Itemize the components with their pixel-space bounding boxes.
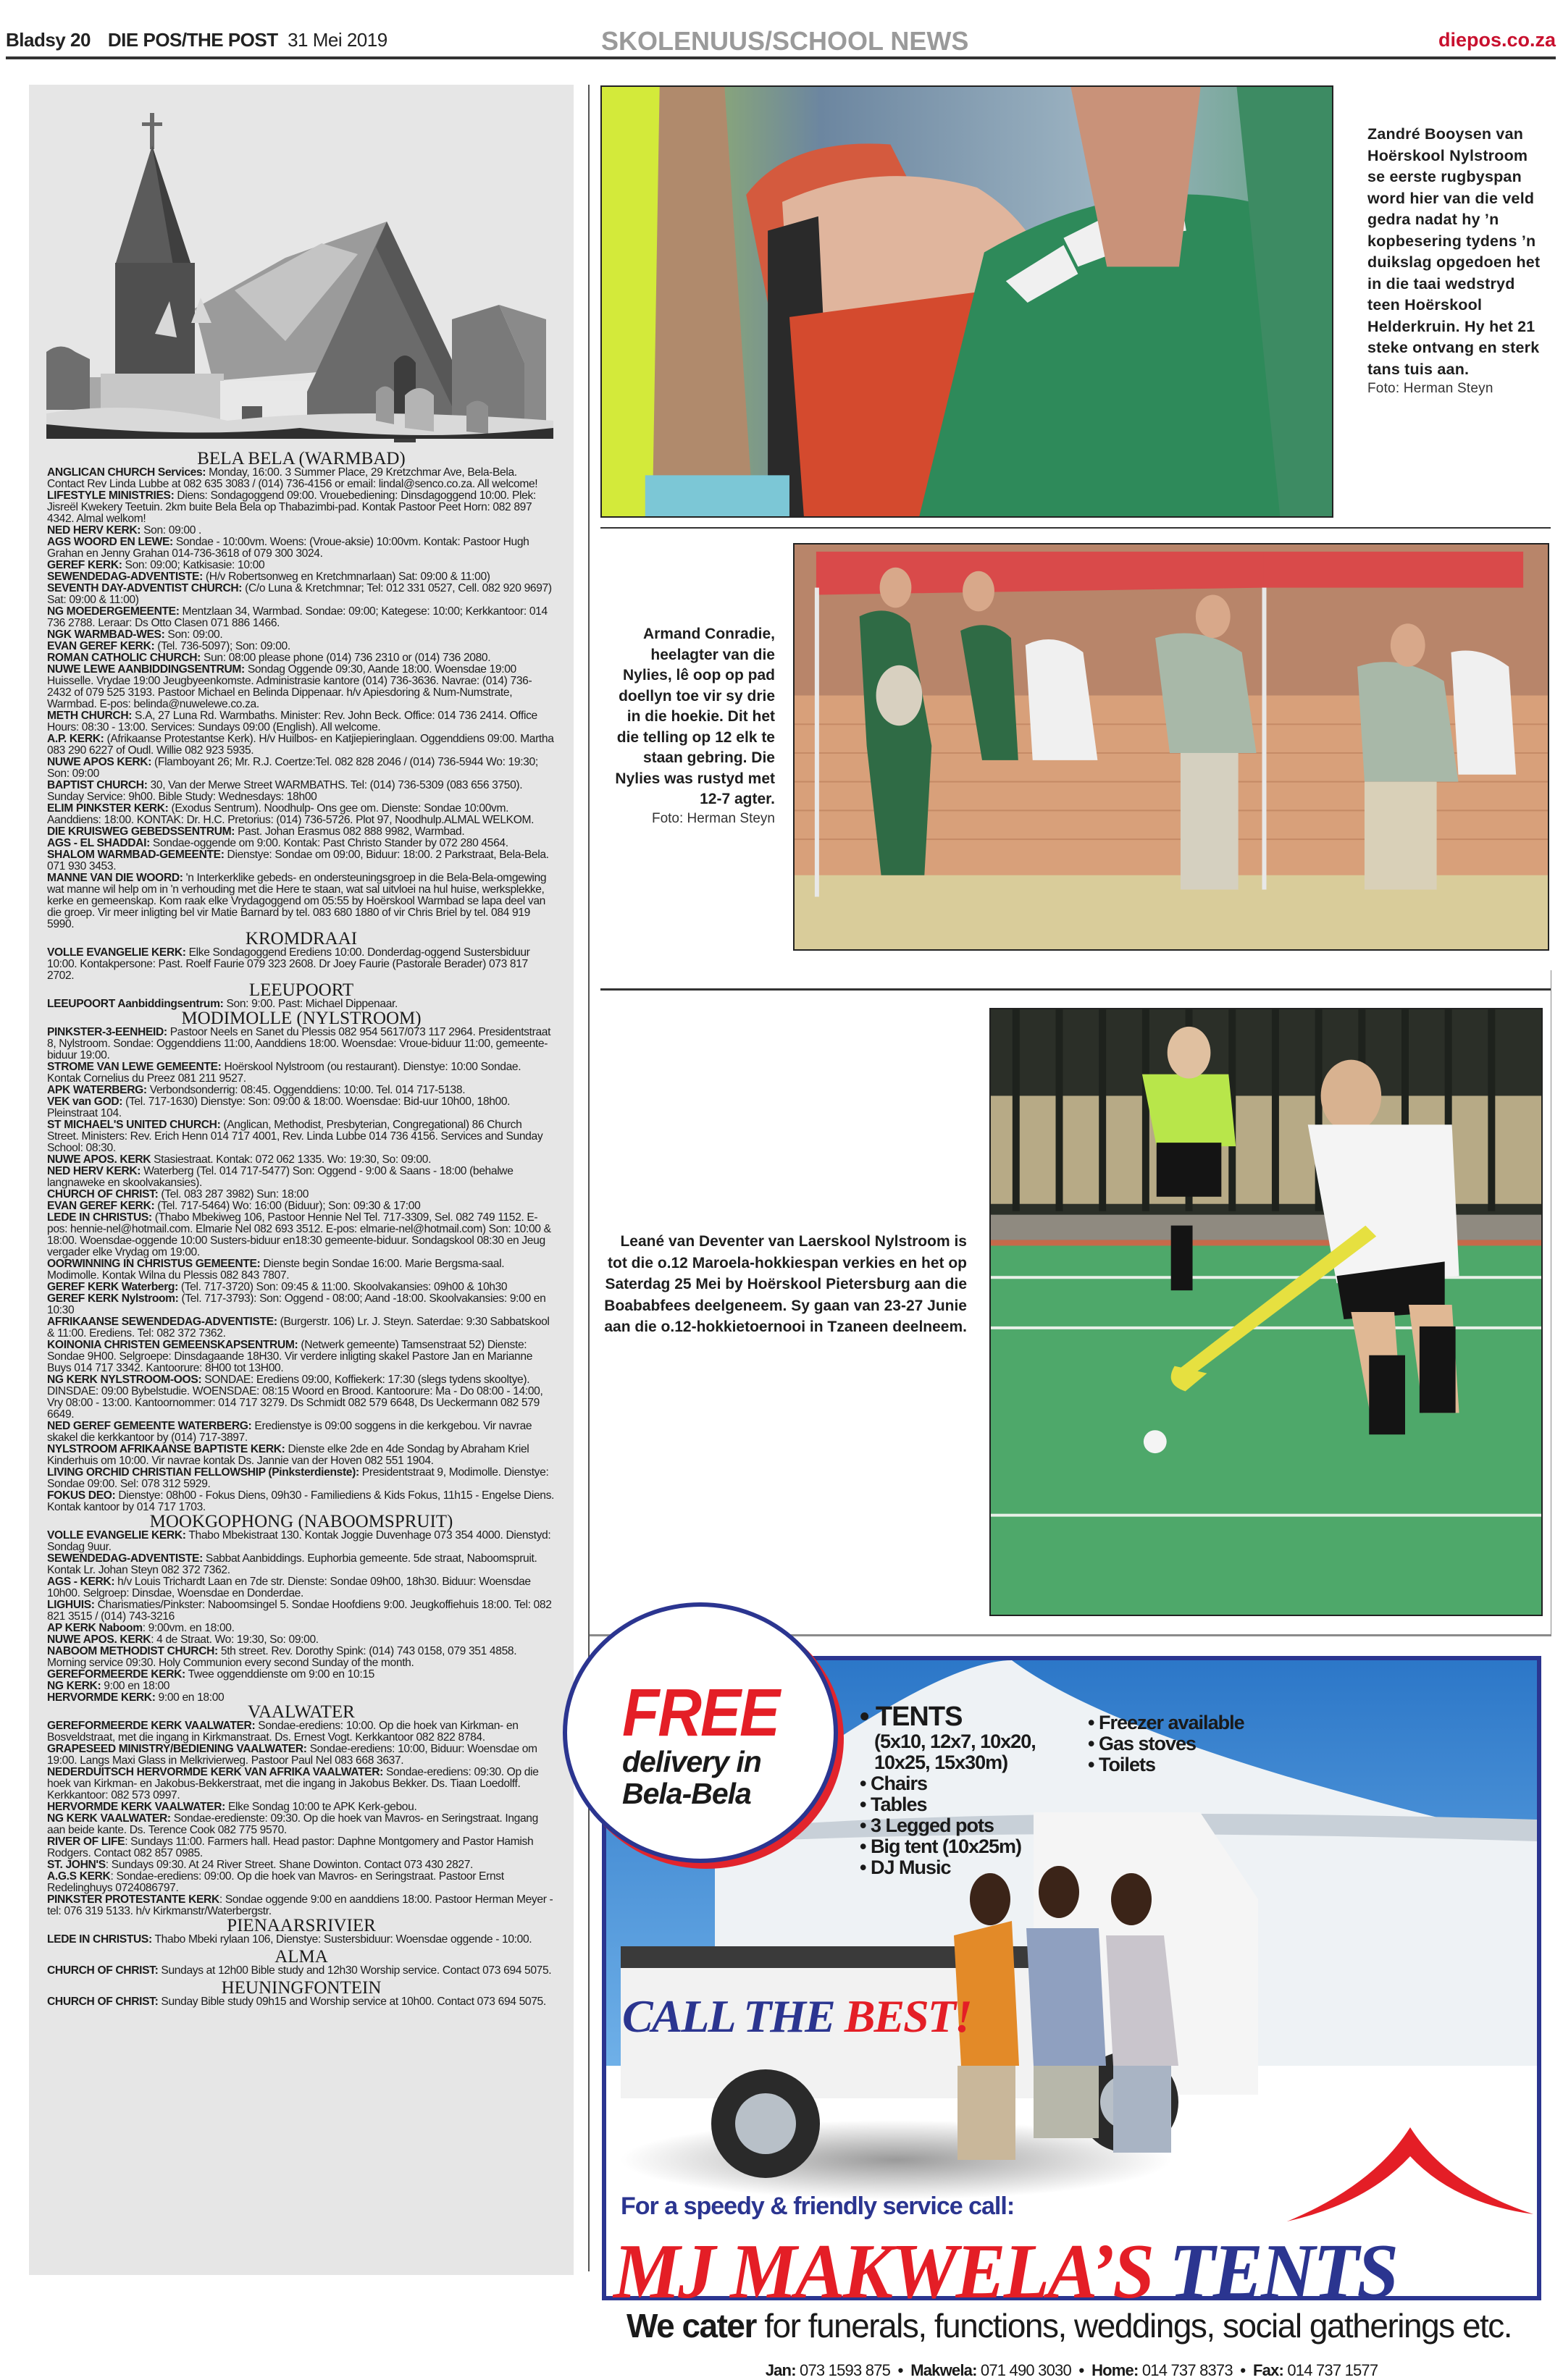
church-entry: LEEUPOORT Aanbiddingsentrum: Son: 9:00. Past: Michael Dippenaar. — [47, 998, 398, 1010]
church-entry: DIE KRUISWEG GEBEDSSENTRUM: Past. Johan Erasmus 082 888 9982, Warmbad. — [47, 825, 465, 838]
town-heading: PIENAARSRIVIER — [227, 1916, 376, 1935]
church-entry: MANNE VAN DIE WOORD: 'n Interkerklike gebeds- en ondersteuningsgroep in die Bela-Bela-omgewing wat manne wil help om in 'n verhouding met die Here te staan, wat sal uitvloei na hul huise, werksplekke, kerke en gemeenskap. Kom raak elke Vrydagoggend om 05:55 by Hoërskool Warmbad se lapa deel van die groep. Vir meer inligting bel vir Matie Barnard by tel. 083 680 1880 of vir Chris Briel by tel. 084 919 5990. — [47, 872, 547, 930]
church-entry: SEWENDEDAG-ADVENTISTE: Sabbat Aanbiddings. Euphorbia gemeente. 5de straat, Naboomspruit. Kontak Lr. Johan Steyn 082 372 7362. — [47, 1552, 537, 1576]
church-entry: NUWE APOS KERK: (Flamboyant 26; Mr. R.J. Coertze:Tel. 082 828 2046 / (014) 736-5944 Wo: 19:30; Son: 09:00 — [47, 756, 538, 780]
church-entry: ELIM PINKSTER KERK: (Exodus Sentrum). Noodhulp- Ons gee om. Dienste: Sondae 10:00vm. Aanddiens: 18:00. KONTAK: Dr. H.C. Pretorius: (014) 736-5726. Plot 97, Noodhulp.ALMAL WELKOM. — [47, 802, 535, 826]
town-heading: HEUNINGFONTEIN — [221, 1978, 382, 1998]
church-entry: GRAPESEED MINISTRY/BEDIENING VAALWATER: Sondae-erediens: 10:00, Biduur: Woensdae om 19:00. Langs Maxi Glass in Melkrivierweg. Pastoor Paul Nel 083 668 3637. — [47, 1743, 537, 1767]
contact-numbers: Jan: 073 1593 875 • Makwela: 071 490 3030 • Home: 014 737 8373 • Fax: 014 737 1577 — [765, 2361, 1378, 2379]
cater-line: We cater for funerals, functions, weddings, social gatherings etc. — [627, 2307, 1512, 2345]
publication-name: DIE POS/THE POST — [107, 29, 278, 51]
church-entry: HERVORMDE KERK: 9:00 en 18:00 — [47, 1691, 225, 1704]
town-heading: KROMDRAAI — [245, 929, 358, 949]
church-entry: GEREF KERK: Son: 09:00; Katkisasie: 10:00 — [47, 559, 265, 571]
church-entry: ROMAN CATHOLIC CHURCH: Sun: 08:00 please phone (014) 736 2310 or (014) 736 2080. — [47, 652, 491, 664]
rugby-injury-photo — [600, 85, 1333, 518]
service-call-line: For a speedy & friendly service call: — [621, 2192, 1015, 2220]
service-item: • Big tent (10x25m) — [860, 1836, 1022, 1857]
church-entry: NUWE APOS. KERK: 4 de Straat. Wo: 19:30, So: 09:00. — [47, 1633, 319, 1646]
church-entry: GEREF KERK Nylstroom: (Tel. 717-3793): Son: Oggend - 08:00; Aand -18:00. Skoolvakansies: 9:00 en 10:30 — [47, 1292, 546, 1316]
church-entry: NYLSTROOM AFRIKAANSE BAPTISTE KERK: Dienste elke 2de en 4de Sondag by Abraham Kriel Kinderhuis om 10:00. Vir navrae kontak Ds. Jannie van der Hoven 082 551 1904. — [47, 1443, 529, 1467]
hockey-caption: Leané van Deventer van Laerskool Nylstroom is tot die o.12 Maroela-hokkiespan verkies en het op Saterdag 25 Mei by Hoërskool Pietersburg aan die Boababfees deelgeneem. Sy gaan van 23-27 Junie aan die o.12-hokkietoernooi in Tzaneen deelneem. — [604, 1233, 967, 1335]
call-the-best-slogan: CALL THE BEST! — [622, 1990, 971, 2042]
story-rule — [600, 527, 1551, 529]
photo-credit: Foto: Herman Steyn — [651, 810, 775, 826]
church-illustration — [46, 102, 553, 439]
church-entry: A.G.S KERK: Sondae-erediens: 09:00. Op die hoek van Mavros- en Seringstraat. Pastoor Ernst Redelinghuys 0724086797. — [47, 1870, 504, 1894]
town-heading: ALMA — [275, 1947, 328, 1967]
church-entry: AGS - KERK: h/v Louis Trichardt Laan en 7de str. Dienste: Sondae 09h00, 18h30. Biduur: Woensdae 10h00. Selgroep: Dinsdae, Woensdae en Donderdae. — [47, 1576, 531, 1599]
church-entry: RIVER OF LIFE: Sundays 11:00. Farmers hall. Head pastor: Daphne Montgomery and Pastor Hamish Rodgers. Contact 082 857 0985. — [47, 1836, 534, 1859]
church-entry: CHURCH OF CHRIST: (Tel. 083 287 3982) Sun: 18:00 — [47, 1188, 309, 1200]
church-entry: AGS WOORD EN LEWE: Sondae - 10:00vm. Woens: (Vroue-aksie) 10:00vm. Kontak: Pastoor Hugh Grahan en Jenny Grahan 014-736-3618 of 079 300 3024. — [47, 536, 529, 560]
church-listings — [47, 450, 556, 2008]
church-entry: NG KERK VAALWATER: Sondae-eredienste: 09:30. Op die hoek van Mavros- en Seringstraat. Ingang aan beide kante. Ds. Terence Cook 082 775 9570. — [47, 1812, 538, 1836]
church-entry: NGK WARMBAD-WES: Son: 09:00. — [47, 628, 223, 641]
church-entry: VOLLE EVANGELIE KERK: Thabo Mbekistraat 130. Kontak Joggie Duvenhage 073 354 4000. Dienstyd: Sondag 9uur. — [47, 1529, 551, 1553]
photo-credit: Foto: Herman Steyn — [1367, 381, 1493, 396]
church-entry: GEREFORMEERDE KERK: Twee oggenddienste om 9:00 en 10:15 — [47, 1668, 374, 1681]
church-entry: VEK van GOD: (Tel. 717-1630) Dienstye: Son: 09:00 & 18:00. Woensdae: Bid-uur 10h00, 18h00. Pleinstraat 104. — [47, 1096, 511, 1119]
church-entry: AGS - EL SHADDAI: Sondae-oggende om 9:00. Kontak: Past Christo Stander by 072 280 4564. — [47, 837, 508, 849]
church-entry: ANGLICAN CHURCH Services: Monday, 16:00. 3 Summer Place, 29 Kretzchmar Ave, Bela-Bela. Contact Rev Linda Lubbe at 082 635 3083 / (014) 736-4156 or email: lindal@senco.co.za. All welcome! — [47, 466, 538, 490]
rugby-try-caption: Armand Conradie, heelagter van die Nylies, lê oop op pad doellyn toe vir sy drie in die hoekie. Dit het die telling op 12 elk te staan gebring. Die Nylies was rustyd met 12-7 agter. Foto: Herman Steyn — [601, 624, 775, 828]
extras-list — [1088, 1712, 1244, 1775]
delivery-label: delivery in Bela-Bela — [622, 1745, 761, 1810]
rugby-try-photo — [793, 543, 1549, 951]
church-entry: EVAN GEREF KERK: (Tel. 717-5464) Wo: 16:00 (Biduur); Son: 09:30 & 17:00 — [47, 1200, 421, 1212]
listing-group — [47, 467, 556, 930]
church-entry: HERVORMDE KERK VAALWATER: Elke Sondag 10:00 te APK Kerk-gebou. — [47, 1801, 417, 1813]
church-entry: STROME VAN LEWE GEMEENTE: Hoërskool Nylstroom (ou restaurant). Dienstye: 10:00 Sondae. Kontak Cornelius du Preez 081 211 9527. — [47, 1061, 521, 1085]
tent-hire-advert — [602, 1656, 1541, 2379]
service-item: • Gas stoves — [1088, 1733, 1197, 1754]
rugby-injury-caption: Zandré Booysen van Hoërskool Nylstroom se eerste rugbyspan word hier van die veld gedra nadat hy ’n kopbesering tydens ’n duikslag opgedoen het in die taai wedstryd teen Hoërskool Helderkruin. Hy het 21 steke ontvang en sterk tans tuis aan. Foto: Herman Steyn — [1367, 124, 1549, 398]
church-entry: NG KERK: 9:00 en 18:00 — [47, 1680, 170, 1692]
church-directory — [29, 85, 574, 2275]
page-number: Bladsy 20 — [6, 29, 91, 51]
brand-name: MJ MAKWELA’S TENTS — [613, 2229, 1397, 2315]
church-entry: PINKSTER PROTESTANTE KERK: Sondae oggende 9:00 en aanddiens 18:00. Pastoor Herman Meyer - tel: 076 319 5133. h/v Kirkmanstr/Waterbergstr. — [47, 1893, 553, 1917]
town-heading: BELA BELA (WARMBAD) — [197, 449, 406, 468]
tent-roof-icon — [1287, 2127, 1533, 2221]
service-item: • Tables — [860, 1794, 927, 1815]
church-entry: LIVING ORCHID CHRISTIAN FELLOWSHIP (Pinksterdienste): Presidentstraat 9, Modimolle. Dienstye: Sondae 09:00. Sel: 078 312 5929. — [47, 1466, 549, 1490]
town-heading: MOOKGOPHONG (NABOOMSPRUIT) — [149, 1512, 453, 1531]
service-item: • TENTS — [860, 1702, 963, 1732]
phone-home: Home: 014 737 8373 — [1091, 2361, 1233, 2379]
church-entry: LEDE IN CHRISTUS: Thabo Mbeki rylaan 106, Dienstye: Sustersbiduur: Woensdae oggende - 10:00. — [47, 1933, 532, 1946]
service-item: • Chairs — [860, 1773, 927, 1794]
church-entry: NG KERK NYLSTROOM-OOS: SONDAE: Erediens 09:00, Koffiekerk: 17:30 (slegs tydens skooltye). DINSDAE: 09:00 Bybelstudie. WOENSDAE: 08:15 Woord en Brood. Kantoorure: Ma - Do 08:00 - 14:00, Vry 08:00 - 13:00. Kantoornommer: 014 717 3279. Ds Schmidt 082 579 6648, Ds Ueckermann 082 579 6649. — [47, 1374, 543, 1421]
church-entry: CHURCH OF CHRIST: Sunday Bible study 09h15 and Worship service at 10h00. Contact 073 694 5075. — [47, 1996, 546, 2008]
services-list — [860, 1702, 1036, 1878]
church-entry: NED HERV KERK: Waterberg (Tel. 014 717-5477) Son: Oggend - 9:00 & Saans - 18:00 (behalwe langnaweke en skoolvakansies). — [47, 1165, 514, 1189]
church-entry: GEREFORMEERDE KERK VAALWATER: Sondae-erediens: 10:00. Op die hoek van Kirkman- en Bosveldstraat, met die ingang in Kirkmanstraat. Ds. Ernest Vogt. Kerkkantoor 082 822 8784. — [47, 1720, 519, 1744]
church-entry: SHALOM WARMBAD-GEMEENTE: Dienstye: Sondae om 09:00, Biduur: 18:00. 2 Parkstraat, Bela-Bela. 071 930 3453. — [47, 849, 549, 872]
hockey-photo — [989, 1008, 1543, 1616]
service-item: • 3 Legged pots — [860, 1815, 994, 1836]
church-entry: SEVENTH DAY-ADVENTIST CHURCH: (C/o Luna & Kretchmnar; Tel: 012 331 0527, Cell. 082 920 9697) Sat: 09:00 & 11:00) — [47, 582, 552, 606]
masthead — [6, 28, 1556, 59]
church-entry: NED HERV KERK: Son: 09:00 . — [47, 524, 201, 537]
service-item: (5x10, 12x7, 10x20, — [874, 1731, 1036, 1752]
church-entry: CHURCH OF CHRIST: Sundays at 12h00 Bible study and 12h30 Worship service. Contact 073 694 5075. — [47, 1964, 552, 1977]
church-entry: KOINONIA CHRISTEN GEMEENSKAPSENTRUM: (Netwerk gemeente) Tamsenstraat 52) Dienste: Sondae 9H00. Selgroepe: Dinsdagaande 18H30. Vir verdere inligting skakel Pastore Jan en Marianne Buys 014 717 3342. Kantoorure: 8H00 tot 13H00. — [47, 1339, 533, 1374]
church-entry: LIGHUIS: Charismaties/Pinkster: Naboomsingel 5. Sondae Hoofdiens 9:00. Jeugkoffiehuis 18:00. Tel: 082 821 3515 / (014) 743-3216 — [47, 1599, 552, 1623]
phone-makwela: Makwela: 071 490 3030 — [910, 2361, 1071, 2379]
town-heading: MODIMOLLE (NYLSTROOM) — [181, 1009, 422, 1028]
church-entry: VOLLE EVANGELIE KERK: Elke Sondagoggend Erediens 10:00. Donderdag-oggend Sustersbiduur 10:00. Kontakpersone: Past. Roelf Faurie 079 323 2608. Dr Joey Faurie (Pastorale Berader) 073 817 2702. — [47, 946, 530, 982]
section-title: SKOLENUUS/SCHOOL NEWS — [601, 26, 969, 56]
church-entry: LIFESTYLE MINISTRIES: Diens: Sondagoggend 09:00. Vrouebediening: Dinsdagoggend 10:00. Plek: Jisreël Kwekery Teetuin. 2km buite Bela Bela op Thabazimbi-pad. Kontak Pastoor Peet Horn: 082 897 4342. Almal welkom! — [47, 489, 536, 525]
church-entry: NUWE APOS. KERK Stasiestraat. Kontak: 072 062 1335. Wo: 19:30, So: 09:00. — [47, 1153, 432, 1166]
church-entry: EVAN GEREF KERK: (Tel. 736-5097); Son: 09:00. — [47, 640, 290, 652]
church-entry: ST. JOHN'S: Sundays 09:30. At 24 River Street. Shane Dowinton. Contact 073 430 2827. — [47, 1859, 474, 1871]
church-entry: NG MOEDERGEMEENTE: Mentzlaan 34, Warmbad. Sondae: 09:00; Kategese: 10:00; Kerkkantoor: 014 736 2788. Leraar: Ds Otto Clasen 071 886 1466. — [47, 605, 548, 629]
church-entry: GEREF KERK Waterberg: (Tel. 717-3720) Son: 09:45 & 11:00. Skoolvakansies: 09h00 & 10h30 — [47, 1281, 508, 1293]
church-entry: NABOOM METHODIST CHURCH: 5th street. Rev. Dorothy Spink: (014) 743 0158, 079 351 4858. Morning service 09:30. Holy Communion every second Sunday of the month. — [47, 1645, 517, 1669]
church-entry: A.P. KERK: (Afrikaanse Protestantse Kerk). H/v Huilbos- en Katjiepieringlaan. Oggenddiens 09:00. Martha 083 290 6227 of Oudl. Willie 082 923 5935. — [47, 733, 554, 757]
service-item: • Toilets — [1088, 1754, 1155, 1775]
church-entry: SEWENDEDAG-ADVENTISTE: (H/v Robertsonweg en Kretchmnarlaan) Sat: 09:00 & 11:00) — [47, 571, 490, 583]
church-entry: FOKUS DEO: Dienstye: 08h00 - Fokus Diens, 09h30 - Familiediens & Kids Fokus, 11h15 - Engelse Diens. Kontak kantoor by 014 717 1703. — [47, 1489, 555, 1513]
church-entry: PINKSTER-3-EENHEID: Pastoor Neels en Sanet du Plessis 082 954 5617/073 117 2964. Presidentstraat 8, Nylstroom. Sondae: Oggenddiens 11:00, Aanddiens 18:00. Woensdae: Vroue-biduur 11:00, gemeente-biduur 19:00. — [47, 1026, 551, 1061]
church-entry: BAPTIST CHURCH: 30, Van der Merwe Street WARMBATHS. Tel: (014) 736-5309 (083 656 3750). Sunday Service: 9h00. Bible Study: Wednesdays: 18h00 — [47, 779, 523, 803]
header-rule — [6, 56, 1556, 59]
church-entry: NEDERDUITSCH HERVORMDE KERK VAN AFRIKA VAALWATER: Sondae-erediens: 09:30. Op die hoek van Kirkman- en Jakobus-Bekkerstraat, met die ingang in Jakobus Bekker. Ds. Tiaan Loedolff. Kerkkantoor: 082 573 0997. — [47, 1766, 539, 1801]
town-heading: LEEUPOORT — [248, 980, 354, 1000]
church-entry: AP KERK Naboom: 9:00vm. en 18:00. — [47, 1622, 235, 1634]
church-entry: NUWE LEWE AANBIDDINGSENTRUM: Sondag Oggende 09:30, Aande 18:00. Woensdae 19:00 Huisselle. Vrydae 19:00 Jeugbyeenkomste. Administrasie kantore (014) 736-3636. Navrae: (014) 736-2432 of 079 525 3193. Pastoor Michael en Belinda Dippenaar. h/v Apiesdoring & Num-Numstrate, Warmbad. E-pos: belinda@nuwelewe.co.za. — [47, 663, 532, 710]
church-entry: ST MICHAEL'S UNITED CHURCH: (Anglican, Methodist, Presbyterian, Congregational) 86 Church Street. Ministers: Rev. Erich Henn 014 717 4001, Rev. Linda Lubbe 014 736 4156. Services and Sunday School: 08:30. — [47, 1119, 543, 1154]
church-entry: OORWINNING IN CHRISTUS GEMEENTE: Dienste begin Sondae 16:00. Marie Bergsma-saal. Modimolle. Kontak Wilna du Plessis 082 843 7807. — [47, 1258, 505, 1282]
church-entry: AFRIKAANSE SEWENDEDAG-ADVENTISTE: (Burgerstr. 106) Lr. J. Steyn. Saterdae: 9:30 Sabbatskool & 11:00. Erediens. Tel: 082 372 7362. — [47, 1316, 550, 1340]
phone-jan: Jan: 073 1593 875 — [765, 2361, 891, 2379]
church-entry: LEDE IN CHRISTUS: (Thabo Mbekiweg 106, Pastoor Hennie Nel Tel. 717-3309, Sel. 082 749 1152. E-pos: hennie-nel@hotmail.com. Elmarie Nel 082 693 3512. E-pos: elmarie-nel@hotmail.com) Son: 10:00 & 18:00. Woensdae-oggende 10:00 Susters-biduur en18:30 gemeente-biduur. Sondagskool 08:30 en Jeug vergader elke Vrydag om 19:00. — [47, 1211, 551, 1258]
service-item: 10x25, 15x30m) — [874, 1752, 1008, 1773]
service-item: • Freezer available — [1088, 1712, 1244, 1733]
masthead-left — [6, 29, 387, 51]
phone-fax: Fax: 014 737 1577 — [1252, 2361, 1378, 2379]
church-entry: NED GEREF GEMEENTE WATERBERG: Eredienstye is 09:00 soggens in die kerkgebou. Vir navrae skakel die kerkkantoor by (014) 717-3897. — [47, 1420, 532, 1444]
church-entry: METH CHURCH: S.A, 27 Luna Rd. Warmbaths. Minister: Rev. John Beck. Office: 014 736 2414. Office Hours: 08:30 - 13:00. Services: Sundays 09:00 (English). All welcome. — [47, 710, 537, 733]
website-link[interactable]: diepos.co.za — [1438, 29, 1556, 51]
church-entry: APK WATERBERG: Verbondsonderrig: 08:45. Oggenddiens: 10:00. Tel. 014 717-5138. — [47, 1084, 466, 1096]
town-heading: VAALWATER — [248, 1702, 355, 1722]
service-item: • DJ Music — [860, 1857, 951, 1878]
free-label: FREE — [622, 1675, 779, 1750]
issue-date: 31 Mei 2019 — [288, 29, 387, 51]
